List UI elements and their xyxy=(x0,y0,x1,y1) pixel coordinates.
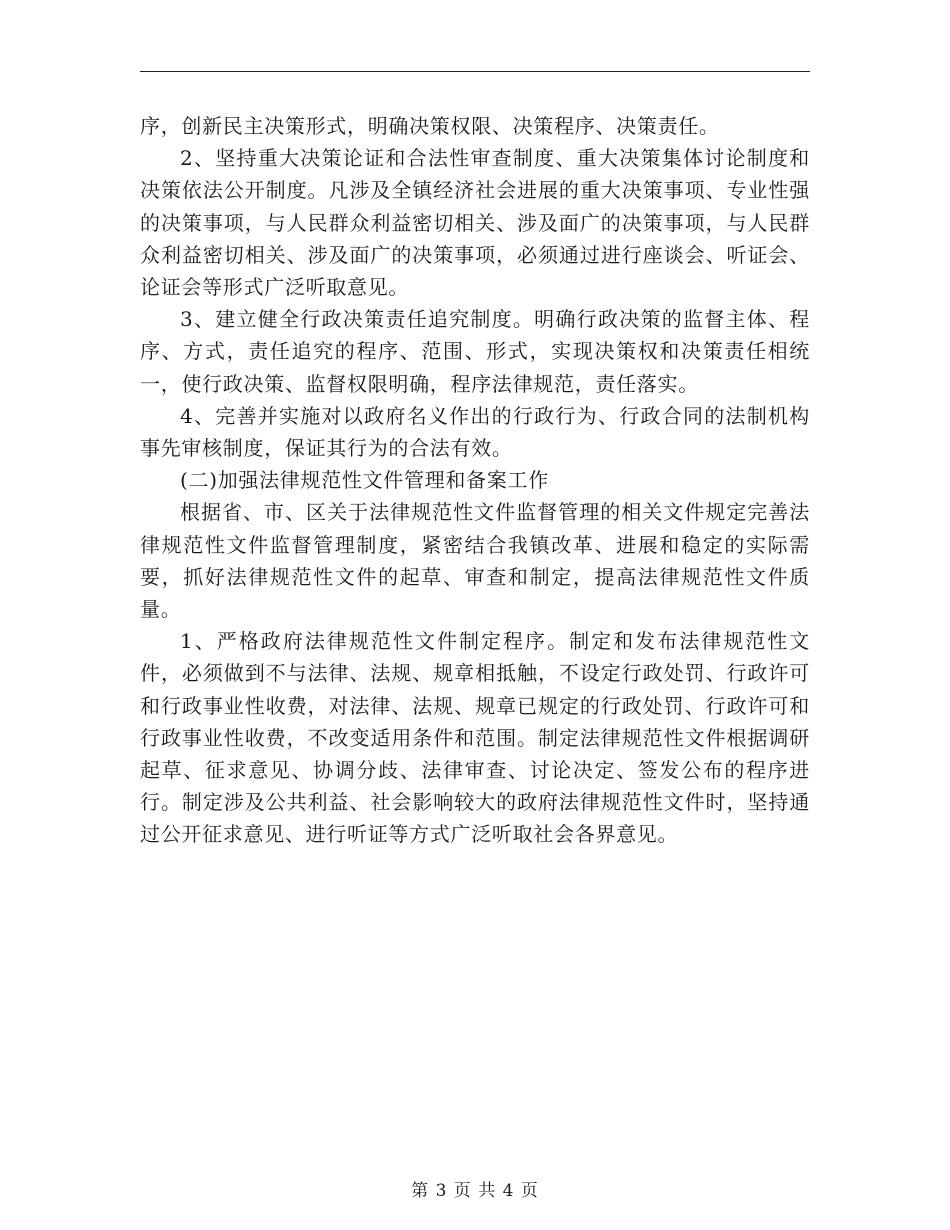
paragraph-item-3: 3、建立健全行政决策责任追究制度。明确行政决策的监督主体、程序、方式，责任追究的程序、范围、形式，实现决策权和决策责任相统一，使行政决策、监督权限明确，程序法律规范，责任落实。 xyxy=(140,307,810,396)
paragraph-item-1: 1、严格政府法律规范性文件制定程序。制定和发布法律规范性文件，必须做到不与法律、法规、规章相抵触，不设定行政处罚、行政许可和行政事业性收费，对法律、法规、规章已规定的行政处罚、行政许可和行政事业性收费，不改变适用条件和范围。制定法律规范性文件根据调研起草、征求意见、协调分歧、法律审查、讨论决定、签发公布的程序进行。制定涉及公共利益、社会影响较大的政府法律规范性文件时，坚持通过公开征求意见、进行听证等方式广泛听取社会各界意见。 xyxy=(140,629,810,847)
section-heading: (二)加强法律规范性文件管理和备案工作 xyxy=(180,468,549,493)
page-footer: 第 3 页 共 4 页 xyxy=(411,1181,539,1201)
paragraph-item-2: 2、坚持重大决策论证和合法性审查制度、重大决策集体讨论制度和决策依法公开制度。凡涉及全镇经济社会进展的重大决策事项、专业性强的决策事项，与人民群众利益密切相关、涉及面广的决策事项，与人民群众利益密切相关、涉及面广的决策事项，必须通过进行座谈会、听证会、论证会等形式广泛听取意见。 xyxy=(140,146,810,300)
paragraph-section-intro: 根据省、市、区关于法律规范性文件监督管理的相关文件规定完善法律规范性文件监督管理制度，紧密结合我镇改革、进展和稳定的实际需要，抓好法律规范性文件的起草、审查和制定，提高法律规范性文件质量。 xyxy=(140,500,810,622)
paragraph-item-4: 4、完善并实施对以政府名义作出的行政行为、行政合同的法制机构事先审核制度，保证其行为的合法有效。 xyxy=(140,403,810,461)
document-body xyxy=(140,110,810,851)
paragraph-continuation: 序，创新民主决策形式，明确决策权限、决策程序、决策责任。 xyxy=(140,114,720,138)
header-rule xyxy=(140,71,810,72)
